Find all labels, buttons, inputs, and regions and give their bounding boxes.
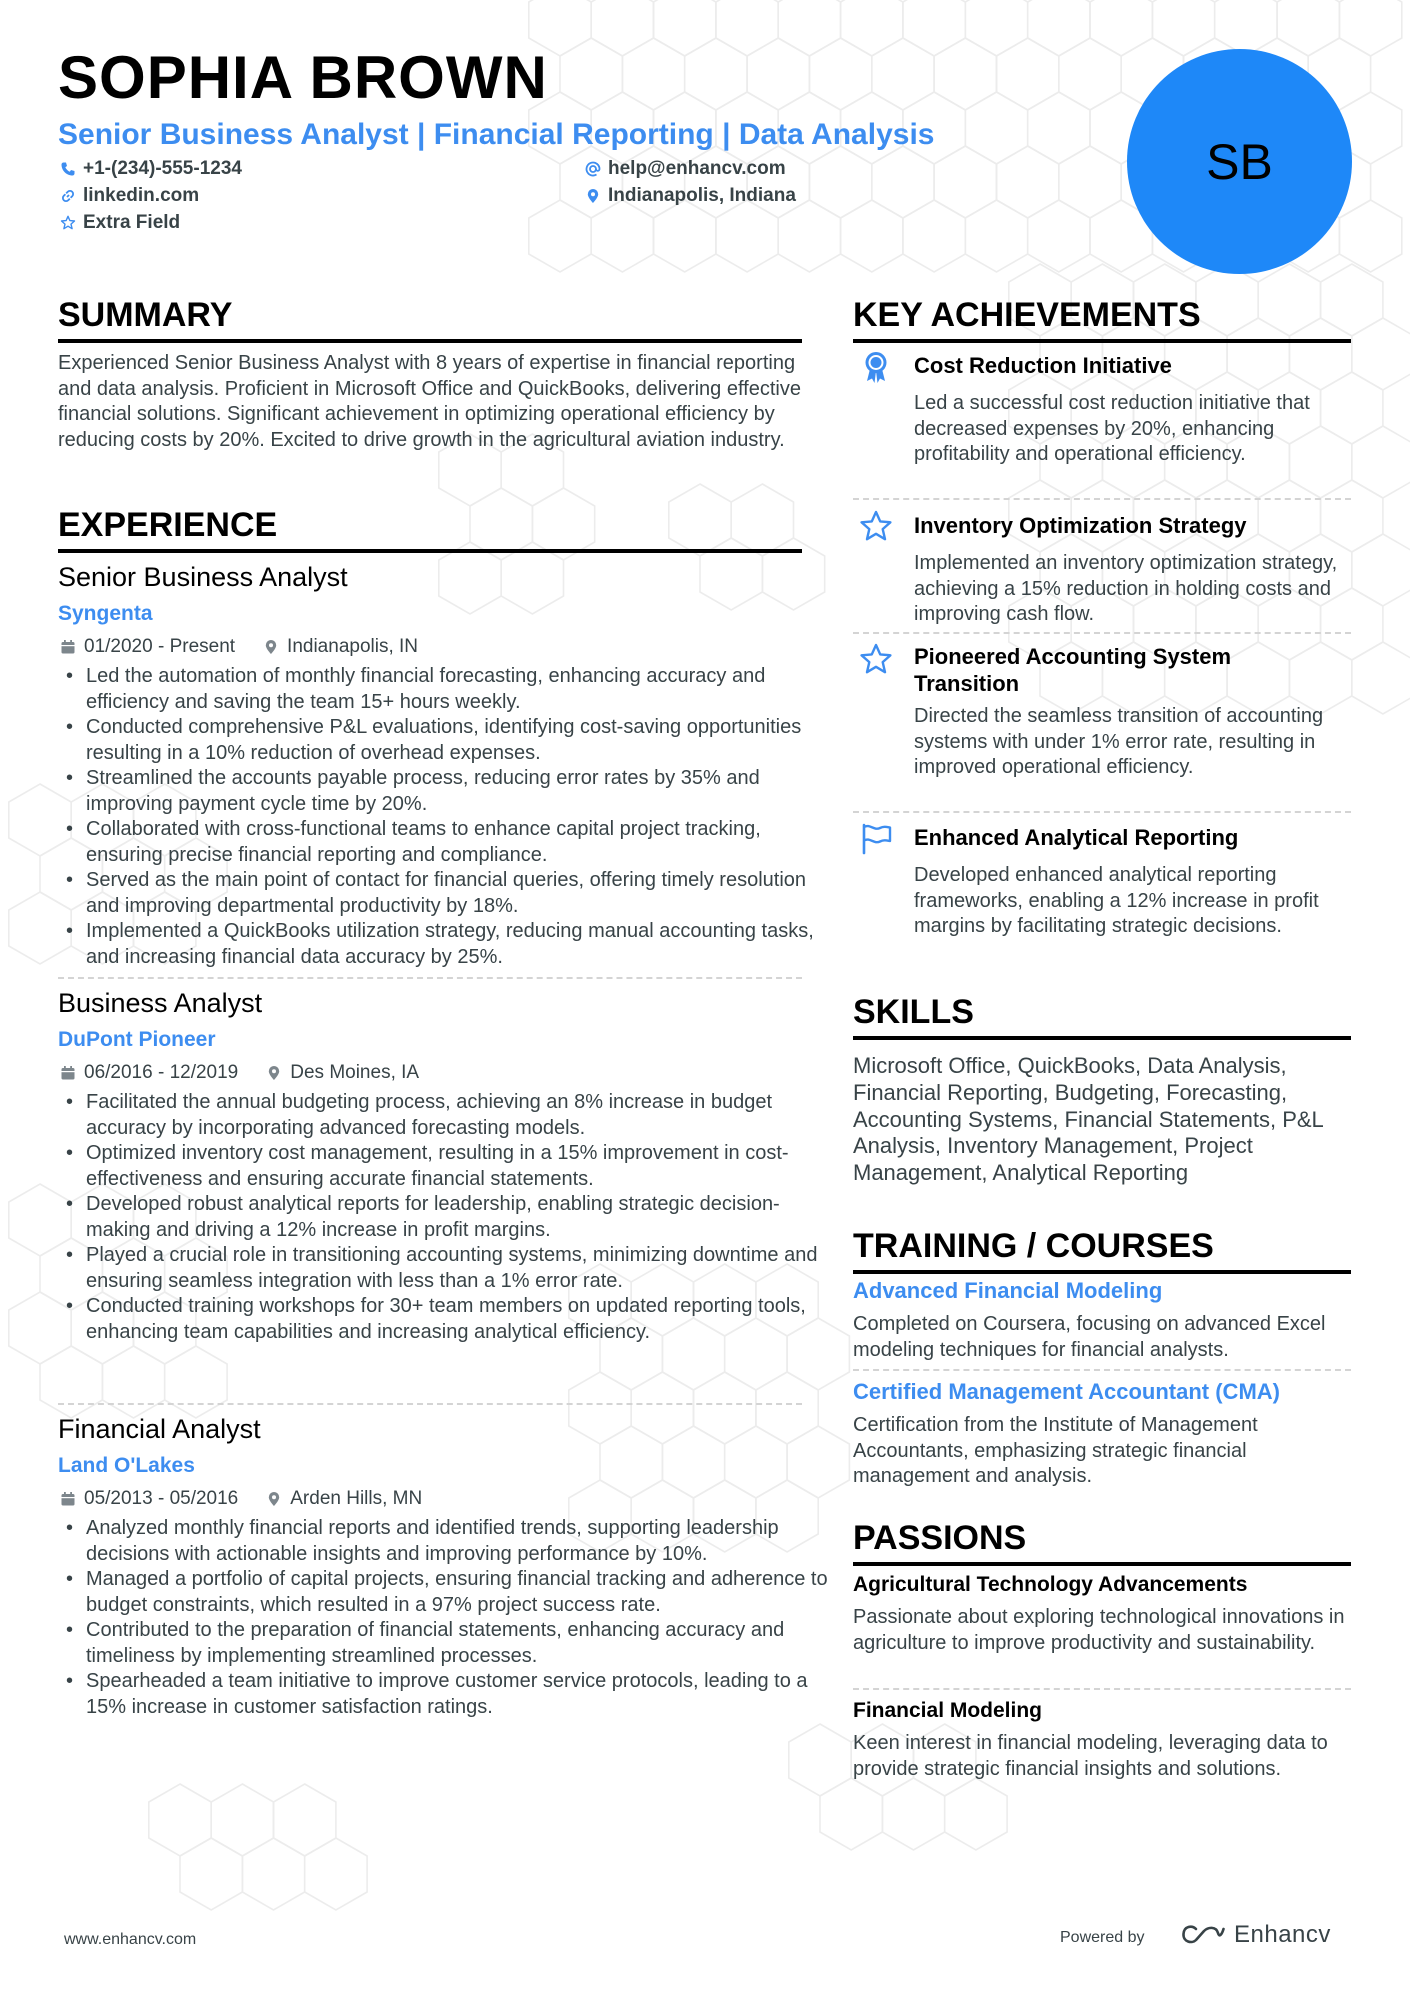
job-meta [60,1060,419,1086]
passion-title: Financial Modeling [853,1699,1043,1722]
course-text: Certification from the Institute of Management Accountants, emphasizing strategic financial management and analysis. [853,1414,1258,1487]
award-ribbon-icon [859,350,893,384]
passion-text: Keen interest in financial modeling, leveraging data to provide strategic financial insights and solutions. [853,1732,1328,1780]
calendar-icon [60,639,76,655]
list-item: • Facilitated the annual budgeting process, achieving an 8% increase in budget accuracy by incorporating advanced forecasting models. [86,1090,830,1141]
contact-location [585,183,796,209]
course-title: Certified Management Accountant (CMA) [853,1379,1280,1404]
phone-text: +1-(234)-555-1234 [83,158,242,179]
location-pin-icon [266,1491,282,1507]
job-bullets [58,1516,830,1720]
contact-linkedin[interactable] [60,183,199,209]
course-text: Completed on Coursera, focusing on advanced Excel modeling techniques for financial analysts. [853,1313,1326,1361]
contact-extra [60,210,180,236]
job-title: Financial Analyst [58,1414,261,1444]
candidate-name: SOPHIA BROWN [58,44,548,111]
contact-phone[interactable] [60,156,242,182]
list-item: • Streamlined the accounts payable process, reducing error rates by 35% and improving payment cycle time by 20%. [86,766,830,817]
job-meta [60,634,418,660]
achievement-text: Led a successful cost reduction initiative that decreased expenses by 20%, enhancing profitability and operational efficiency. [914,392,1310,465]
list-item: • Spearheaded a team initiative to improve customer service protocols, leading to a 15% increase in customer satisfaction ratings. [86,1669,830,1720]
list-item: • Contributed to the preparation of financial statements, enhancing accuracy and timeliness by implementing streamlined processes. [86,1618,830,1669]
skills-text: Microsoft Office, QuickBooks, Data Analysis, Financial Reporting, Budgeting, Forecasting, Accounting Systems, Financial Statements, P&L Analysis, Inventory Management, Project Management, Analytical Reporting [853,1053,1323,1186]
divider [853,811,1351,813]
skills-heading: SKILLS [853,992,1351,1040]
passion-text: Passionate about exploring technological innovations in agriculture to improve productivity and sustainability. [853,1606,1345,1654]
achievement-text: Implemented an inventory optimization strategy, achieving a 15% reduction in holding costs and improving cash flow. [914,552,1338,625]
footer-brand-logo[interactable] [1180,1921,1331,1949]
divider [853,1369,1351,1371]
divider [58,977,802,979]
course-title: Advanced Financial Modeling [853,1278,1163,1303]
job-location: Arden Hills, MN [290,1488,423,1509]
summary-heading: SUMMARY [58,295,802,343]
divider [853,632,1351,634]
list-item: • Optimized inventory cost management, resulting in a 15% improvement in cost-effectiveness and ensuring accurate financial statements. [86,1141,830,1192]
achievements-heading: KEY ACHIEVEMENTS [853,295,1351,343]
location-pin-icon [585,188,601,204]
divider [853,498,1351,500]
star-icon [859,509,893,543]
avatar-initials: SB [1206,133,1273,190]
list-item: • Played a crucial role in transitioning accounting systems, minimizing downtime and ensuring seamless integration with less than a 1% error rate. [86,1243,830,1294]
company-name: Land O'Lakes [58,1454,195,1477]
headline: Senior Business Analyst | Financial Reporting | Data Analysis [58,118,935,151]
summary-text: Experienced Senior Business Analyst with 8 years of expertise in financial reporting and data analysis. Proficient in Microsoft Office and QuickBooks, delivering effective financial solutions. Significant achievement in optimizing operational efficiency by reducing costs by 20%. Excited to drive growth in the agricultural aviation industry. [58,352,801,451]
calendar-icon [60,1491,76,1507]
location-pin-icon [266,1065,282,1081]
link-icon [60,188,76,204]
company-name: DuPont Pioneer [58,1028,216,1051]
phone-icon [60,161,76,177]
contact-email[interactable] [585,156,786,182]
enhancv-logo-icon [1180,1923,1226,1947]
calendar-icon [60,1065,76,1081]
list-item: • Served as the main point of contact for financial queries, offering timely resolution and improving departmental productivity by 18%. [86,868,830,919]
list-item: • Implemented a QuickBooks utilization strategy, reducing manual accounting tasks, and increasing financial data accuracy by 25%. [86,919,830,970]
job-dates: 01/2020 - Present [84,636,236,657]
achievement-title: Enhanced Analytical Reporting [914,825,1239,850]
job-dates: 05/2013 - 05/2016 [84,1488,239,1509]
star-outline-icon [60,215,76,231]
job-dates: 06/2016 - 12/2019 [84,1062,239,1083]
achievement-title: Pioneered Accounting System Transition [914,644,1232,696]
location-pin-icon [263,639,279,655]
flag-icon [859,822,893,856]
divider [853,1688,1351,1690]
star-icon [859,642,893,676]
location-text: Indianapolis, Indiana [608,185,796,206]
achievement-text: Directed the seamless transition of accounting systems with under 1% error rate, resulting in improved operational efficiency. [914,705,1324,778]
job-meta [60,1486,422,1512]
footer-brand-name: Enhancv [1234,1921,1331,1948]
training-heading: TRAINING / COURSES [853,1226,1351,1274]
job-title: Business Analyst [58,988,263,1018]
list-item: • Led the automation of monthly financial forecasting, enhancing accuracy and efficiency and saving the team 15+ hours weekly. [86,664,830,715]
experience-heading: EXPERIENCE [58,505,802,553]
achievement-title: Cost Reduction Initiative [914,353,1172,378]
list-item: • Managed a portfolio of capital projects, ensuring financial tracking and adherence to budget constraints, which resulted in a 97% project success rate. [86,1567,830,1618]
list-item: • Developed robust analytical reports for leadership, enabling strategic decision-making and driving a 12% increase in profit margins. [86,1192,830,1243]
list-item: • Collaborated with cross-functional teams to enhance capital project tracking, ensuring precise financial reporting and compliance. [86,817,830,868]
job-location: Des Moines, IA [290,1062,420,1083]
job-title: Senior Business Analyst [58,562,348,592]
passions-heading: PASSIONS [853,1518,1351,1566]
avatar [1127,49,1352,274]
passion-title: Agricultural Technology Advancements [853,1573,1248,1596]
list-item: • Analyzed monthly financial reports and identified trends, supporting leadership decisions with actionable insights and improving performance by 10%. [86,1516,830,1567]
at-sign-icon [585,161,601,177]
achievement-title: Inventory Optimization Strategy [914,513,1247,538]
footer-powered-by: Powered by [1060,1929,1145,1946]
linkedin-text: linkedin.com [83,185,200,206]
company-name: Syngenta [58,602,153,625]
email-text: help@enhancv.com [608,158,786,179]
job-location: Indianapolis, IN [287,636,419,657]
achievement-text: Developed enhanced analytical reporting frameworks, enabling a 12% increase in profit margins by facilitating strategic decisions. [914,864,1319,937]
job-bullets [58,1090,830,1345]
list-item: • Conducted comprehensive P&L evaluations, identifying cost-saving opportunities resulting in a 10% reduction of overhead expenses. [86,715,830,766]
footer-website[interactable]: www.enhancv.com [64,1931,197,1948]
list-item: • Conducted training workshops for 30+ team members on updated reporting tools, enhancing team capabilities and increasing analytical efficiency. [86,1294,830,1345]
job-bullets [58,664,830,970]
divider [58,1403,802,1405]
extra-field-text: Extra Field [83,212,181,233]
